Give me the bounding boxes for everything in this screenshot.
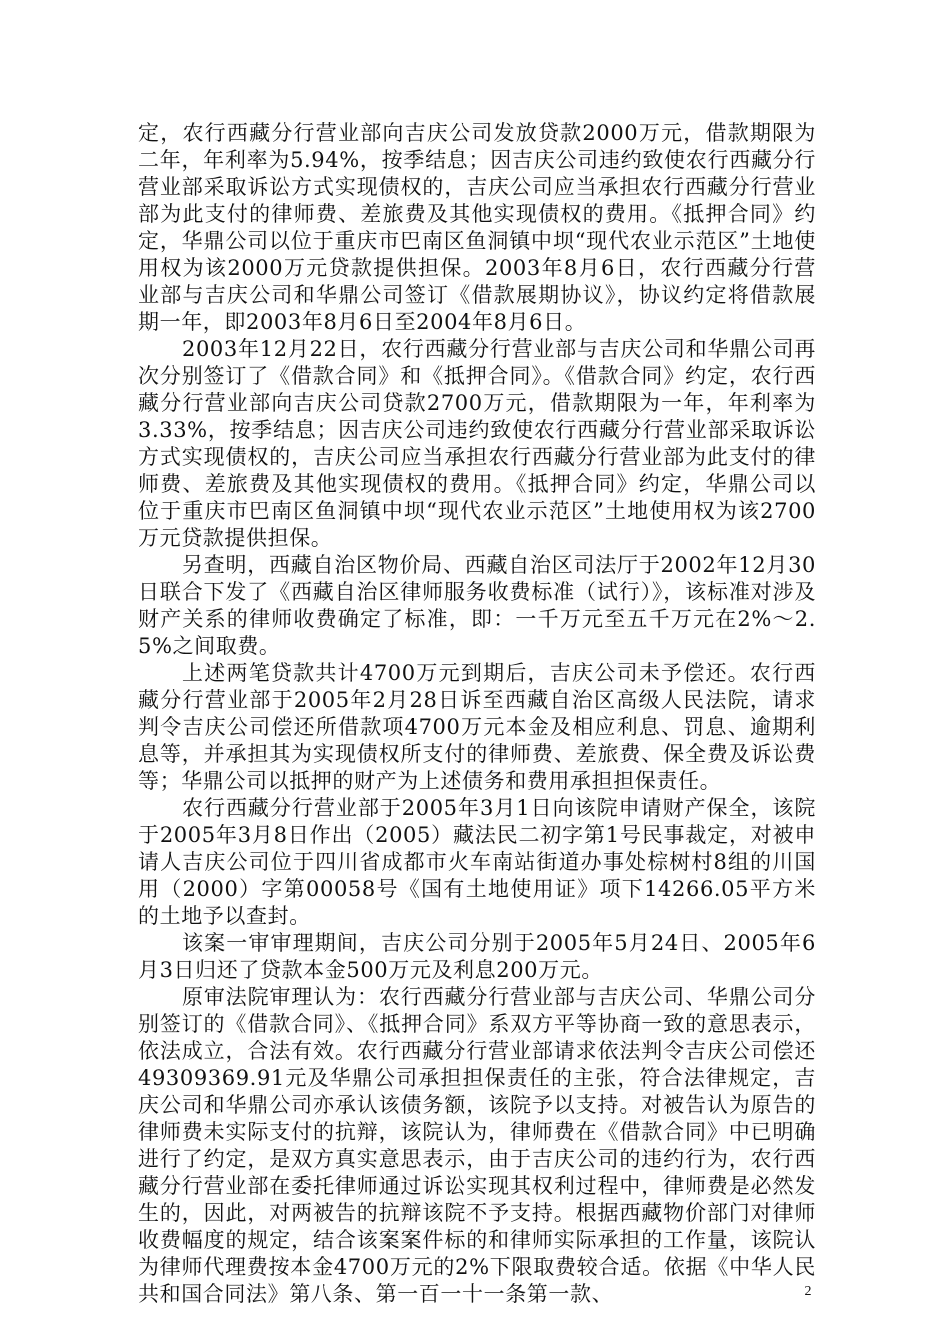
paragraph-second-loan: 2003年12月22日，农行西藏分行营业部与吉庆公司和华鼎公司再次分别签订了《借款合同》和《抵押合同》。《借款合同》约定，农行西藏分行营业部向吉庆公司贷款2700万元，借款期限为一年，年利率为3.33%，按季结息；因吉庆公司违约致使农行西藏分行营业部采取诉讼方式实现债权的，吉庆公司应当承担农行西藏分行营业部为此支付的律师费、差旅费及其他实现债权的费用。《抵押合同》约定，华鼎公司以位于重庆市巴南区鱼洞镇中坝“现代农业示范区”土地使用权为该2700万元贷款提供担保。 [138,337,816,550]
paragraph-lawsuit-filed: 上述两笔贷款共计4700万元到期后，吉庆公司未予偿还。农行西藏分行营业部于2005年2月28日诉至西藏自治区高级人民法院，请求判令吉庆公司偿还所借款项4700万元本金及相应利息、罚息、逾期利息等，并承担其为实现债权所支付的律师费、差旅费、保全费及诉讼费等；华鼎公司以抵押的财产为上述债务和费用承担担保责任。 [138,661,816,793]
paragraph-contract-continuation: 定，农行西藏分行营业部向吉庆公司发放贷款2000万元，借款期限为二年，年利率为5.94%，按季结息；因吉庆公司违约致使农行西藏分行营业部采取诉讼方式实现债权的，吉庆公司应当承担农行西藏分行营业部为此支付的律师费、差旅费及其他实现债权的费用。《抵押合同》约定，华鼎公司以位于重庆市巴南区鱼洞镇中坝“现代农业示范区”土地使用权为该2000万元贷款提供担保。2003年8月6日，农行西藏分行营业部与吉庆公司和华鼎公司签订《借款展期协议》，协议约定将借款展期一年，即2003年8月6日至2004年8月6日。 [138,121,816,334]
paragraph-fee-standard: 另查明，西藏自治区物价局、西藏自治区司法厅于2002年12月30日联合下发了《西藏自治区律师服务收费标准（试行）》，该标准对涉及财产关系的律师收费确定了标准，即：一千万元至五千万元在2%～2.5%之间取费。 [138,553,816,658]
paragraph-repayment: 该案一审审理期间，吉庆公司分别于2005年5月24日、2005年6月3日归还了贷款本金500万元及利息200万元。 [138,931,816,982]
paragraph-court-opinion: 原审法院审理认为：农行西藏分行营业部与吉庆公司、华鼎公司分别签订的《借款合同》、《抵押合同》系双方平等协商一致的意思表示，依法成立，合法有效。农行西藏分行营业部请求依法判令吉庆公司偿还49309369.91元及华鼎公司承担担保责任的主张，符合法律规定，吉庆公司和华鼎公司亦承认该债务额，该院予以支持。对被告认为原告的律师费未实际支付的抗辩，该院认为，律师费在《借款合同》中已明确进行了约定，是双方真实意思表示，由于吉庆公司的违约行为，农行西藏分行营业部在委托律师通过诉讼实现其权利过程中，律师费是必然发生的，因此，对两被告的抗辩该院不予支持。根据西藏物价部门对律师收费幅度的规定，结合该案案件标的和律师实际承担的工作量，该院认为律师代理费按本金4700万元的2%下限取费较合适。依据《中华人民共和国合同法》第八条、第一百一十一条第一款、 [138,985,816,1306]
document-body [138,120,816,1308]
page-number: 2 [804,1284,812,1299]
paragraph-property-preservation: 农行西藏分行营业部于2005年3月1日向该院申请财产保全，该院于2005年3月8日作出（2005）藏法民二初字第1号民事裁定，对被申请人吉庆公司位于四川省成都市火车南站街道办事处棕树村8组的川国用（2000）字第00058号《国有土地使用证》项下14266.05平方米的土地予以查封。 [138,796,816,928]
